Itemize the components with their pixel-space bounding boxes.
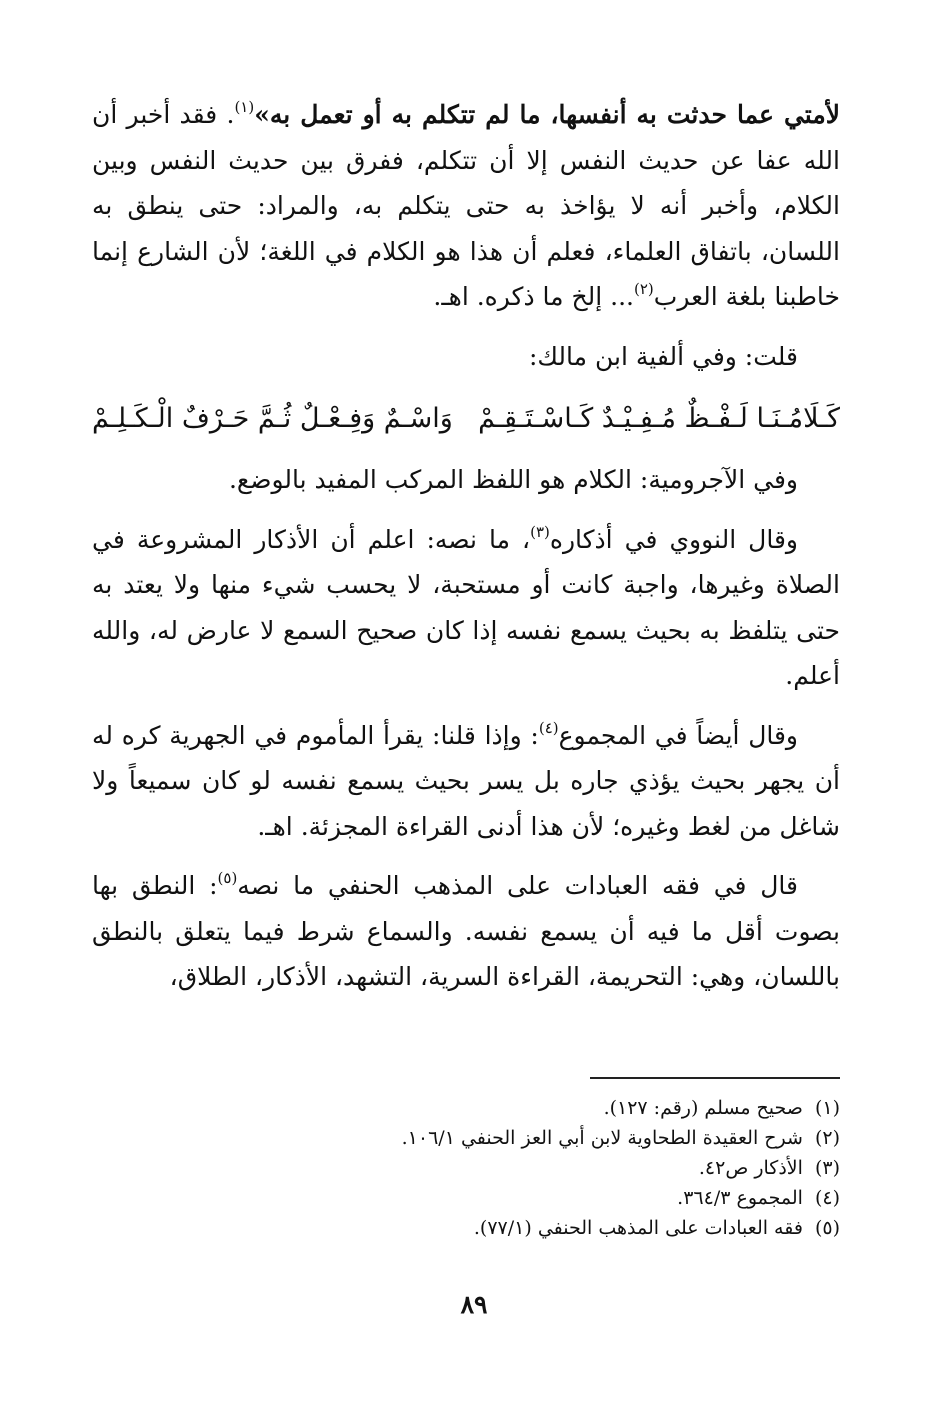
footnote-number: (١): [814, 1097, 840, 1119]
page-body: [92, 92, 840, 1000]
footnote-item: [92, 1093, 840, 1123]
paragraph-text-start: قال في فقه العبادات على المذهب الحنفي ما نصه: [237, 871, 798, 900]
footnote-ref-1: (١): [234, 98, 255, 116]
paragraph-alfiya-intro: [92, 334, 840, 380]
paragraph-text: . فقد أخبر أن الله عفا عن حديث النفس إلا أن تتكلم، ففرق بين حديث النفس وبين الكلام، وأخبر أنه لا يؤاخذ به حتى يتكلم به، والمراد: حتى ينطق به اللسان، باتفاق العلماء، فعلم أن هذا هو الكلام في اللغة؛ لأن الشارع إنما خاطبنا بلغة العرب: [92, 100, 840, 311]
paragraph-text: : النطق بها بصوت أقل ما فيه أن يسمع نفسه. والسماع شرط فيما يتعلق بالنطق باللسان، وهي: التحريمة، القراءة السرية، التشهد، الأذكار، الطلاق،: [92, 871, 840, 991]
footnotes-list: [92, 1093, 840, 1243]
footnote-item: [92, 1123, 840, 1153]
paragraph-nawawi-adhkar: [92, 517, 840, 699]
footnote-ref-2: (٢): [634, 280, 654, 298]
footnote-number: (٢): [814, 1127, 840, 1149]
footnote-text: شرح العقيدة الطحاوية لابن أبي العز الحنفي ١٠٦/١.: [401, 1127, 803, 1149]
footnote-item: [92, 1183, 840, 1213]
footnote-text: الأذكار ص٤٢.: [698, 1157, 803, 1179]
poetry-verse: [92, 395, 840, 443]
footnote-number: (٤): [814, 1187, 840, 1209]
footnote-separator: [590, 1077, 840, 1079]
verse-first-hemistich: كَـلَامُـنَـا لَـفْـظٌ مُـفِـيْـدٌ كَـاسْـتَـقِـمْ: [478, 403, 840, 434]
page-number: ٨٩: [460, 1290, 488, 1319]
footnote-number: (٥): [814, 1217, 840, 1239]
footnote-ref-5: (٥): [217, 869, 238, 887]
footnote-text: المجموع ٣٦٤/٣.: [677, 1187, 803, 1209]
paragraph-text-start: وقال النووي في أذكاره: [549, 524, 798, 554]
paragraph-text-start: وقال أيضاً في المجموع: [558, 720, 798, 750]
paragraph-hadith: [92, 92, 840, 320]
footnote-ref-3: (٣): [530, 522, 550, 541]
verse-second-hemistich: وَاسْـمٌ وَفِـعْـلٌ ثُـمَّ حَـرْفٌ الْـكَـلِـمْ: [92, 403, 453, 434]
hadith-quote: لأمتي عما حدثت به أنفسها، ما لم تتكلم به أو تعمل به»: [254, 100, 840, 129]
paragraph-text: : وإذا قلنا: يقرأ المأموم في الجهرية كره له أن يجهر بحيث يؤذي جاره بل يسر بحيث يسمع نفسه لو كان سميعاً ولا شاغل من لغط وغيره؛ لأن هذا أدنى القراءة المجزئة. اهـ.: [92, 720, 840, 841]
paragraph-text: قلت: وفي ألفية ابن مالك:: [528, 341, 798, 371]
paragraph-fiqh-ibadat: [92, 863, 840, 1000]
footnote-item: [92, 1153, 840, 1183]
paragraph-ajurrumiyya: [92, 457, 840, 503]
footnote-text: صحيح مسلم (رقم: ١٢٧).: [603, 1097, 803, 1119]
paragraph-text: ، ما نصه: اعلم أن الأذكار المشروعة في الصلاة وغيرها، واجبة كانت أو مستحبة، لا يحسب شيء منها ولا يعتد به حتى يتلفظ به بحيث يسمع نفسه إذا كان صحيح السمع لا عارض له، والله أعلم.: [92, 524, 840, 690]
footnote-ref-4: (٤): [538, 718, 559, 737]
paragraph-text-end: ... إلخ ما ذكره. اهـ.: [433, 282, 634, 311]
paragraph-text: وفي الآجرومية: الكلام هو اللفظ المركب المفيد بالوضع.: [228, 465, 798, 494]
footnote-number: (٣): [814, 1157, 840, 1179]
footnote-text: فقه العبادات على المذهب الحنفي (٧٧/١).: [473, 1217, 803, 1239]
paragraph-majmu: [92, 713, 840, 850]
footnote-item: [92, 1213, 840, 1243]
